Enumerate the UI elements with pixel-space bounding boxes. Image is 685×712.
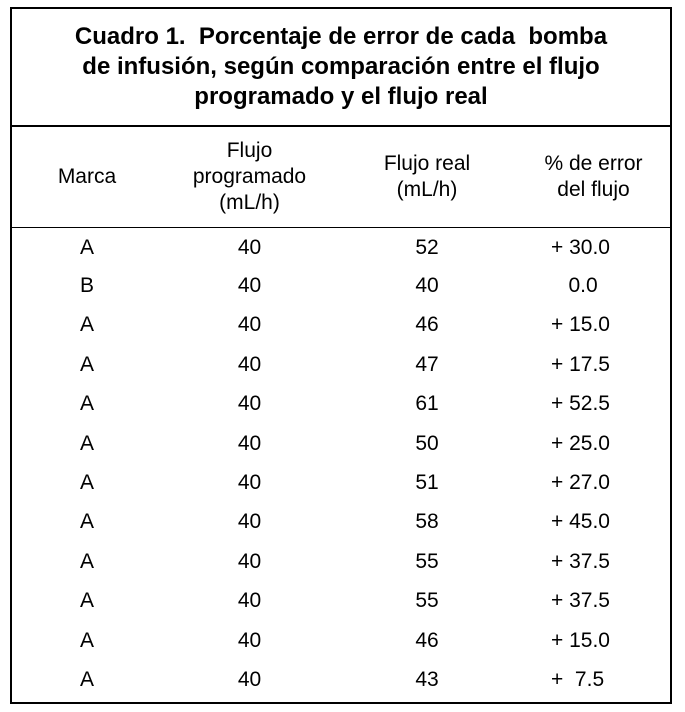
table-row [12,345,670,384]
cell-flujo-programado: 40 [237,549,262,573]
cell-error: + 52.5 [551,392,610,416]
header-error-line-2: del flujo [557,177,630,201]
header-row [12,127,670,227]
cell-error: + 37.5 [551,589,610,613]
header-marca-line-1: Marca [57,164,117,188]
cell-flujo-real: 55 [415,589,439,613]
cell-flujo-real: 51 [415,471,439,495]
cell-error: 0.0 [551,274,598,298]
cell-marca: A [79,352,94,376]
header-flujo-real-line-1: Flujo real [383,151,471,175]
table-row [12,463,670,502]
table-row [12,503,670,542]
header-error [517,127,670,227]
cell-error: + 27.0 [551,471,610,495]
cell-flujo-programado: 40 [237,471,262,495]
cell-marca: A [79,431,94,455]
cell-flujo-real: 58 [415,510,439,534]
title-line-2: de infusión, según comparación entre el flujo [82,53,600,80]
table-row [12,306,670,345]
cell-flujo-programado: 40 [237,352,262,376]
cell-flujo-programado: 40 [237,392,262,416]
cell-marca: A [79,313,94,337]
cell-marca: A [79,510,94,534]
title-line-1: Cuadro 1. Porcentaje de error de cada bomba [74,23,608,50]
cell-flujo-programado: 40 [237,313,262,337]
table-row [12,582,670,621]
cell-error: + 7.5 [551,667,605,691]
cell-marca: A [79,549,94,573]
cell-marca: A [79,471,94,495]
table-row [12,660,670,699]
table-row [12,385,670,424]
cell-error: + 15.0 [551,628,610,652]
cell-flujo-real: 52 [415,235,439,259]
cell-flujo-real: 43 [415,667,439,691]
cell-error: + 25.0 [551,431,610,455]
cell-error: + 30.0 [551,235,610,259]
cell-flujo-real: 50 [415,431,439,455]
header-flujo-real [337,127,517,227]
header-flujo-programado [162,127,337,227]
header-flujo-programado-line-3: (mL/h) [219,190,280,214]
cell-error: + 15.0 [551,313,610,337]
cell-flujo-programado: 40 [237,235,262,259]
table-row [12,227,670,266]
header-error-line-1: % de error [544,151,643,175]
header-flujo-real-line-2: (mL/h) [396,177,458,201]
error-table [12,127,670,700]
cell-marca: A [79,392,94,416]
cell-flujo-programado: 40 [237,628,262,652]
cell-flujo-programado: 40 [237,510,262,534]
header-flujo-programado-line-1: Flujo [226,138,273,162]
table-row [12,266,670,305]
cell-marca: A [79,667,94,691]
table-title [12,9,670,127]
table-frame [10,7,672,704]
cell-error: + 17.5 [551,352,610,376]
cell-flujo-programado: 40 [237,589,262,613]
header-flujo-programado-line-2: programado [192,164,307,188]
cell-marca: A [79,589,94,613]
cell-flujo-real: 55 [415,549,439,573]
title-line-3: programado y el flujo real [194,83,488,110]
cell-flujo-programado: 40 [237,274,262,298]
cell-flujo-programado: 40 [237,431,262,455]
cell-flujo-real: 46 [415,628,439,652]
cell-flujo-real: 46 [415,313,439,337]
cell-flujo-real: 40 [415,274,439,298]
table-row [12,621,670,660]
cell-marca: A [79,235,94,259]
cell-error: + 37.5 [551,549,610,573]
table-body [12,227,670,700]
cell-marca: A [79,628,94,652]
table-row [12,424,670,463]
cell-flujo-real: 47 [415,352,439,376]
cell-flujo-programado: 40 [237,667,262,691]
header-marca [12,127,162,227]
cell-marca: B [79,274,94,298]
cell-error: + 45.0 [551,510,610,534]
cell-flujo-real: 61 [415,392,439,416]
table-row [12,542,670,581]
